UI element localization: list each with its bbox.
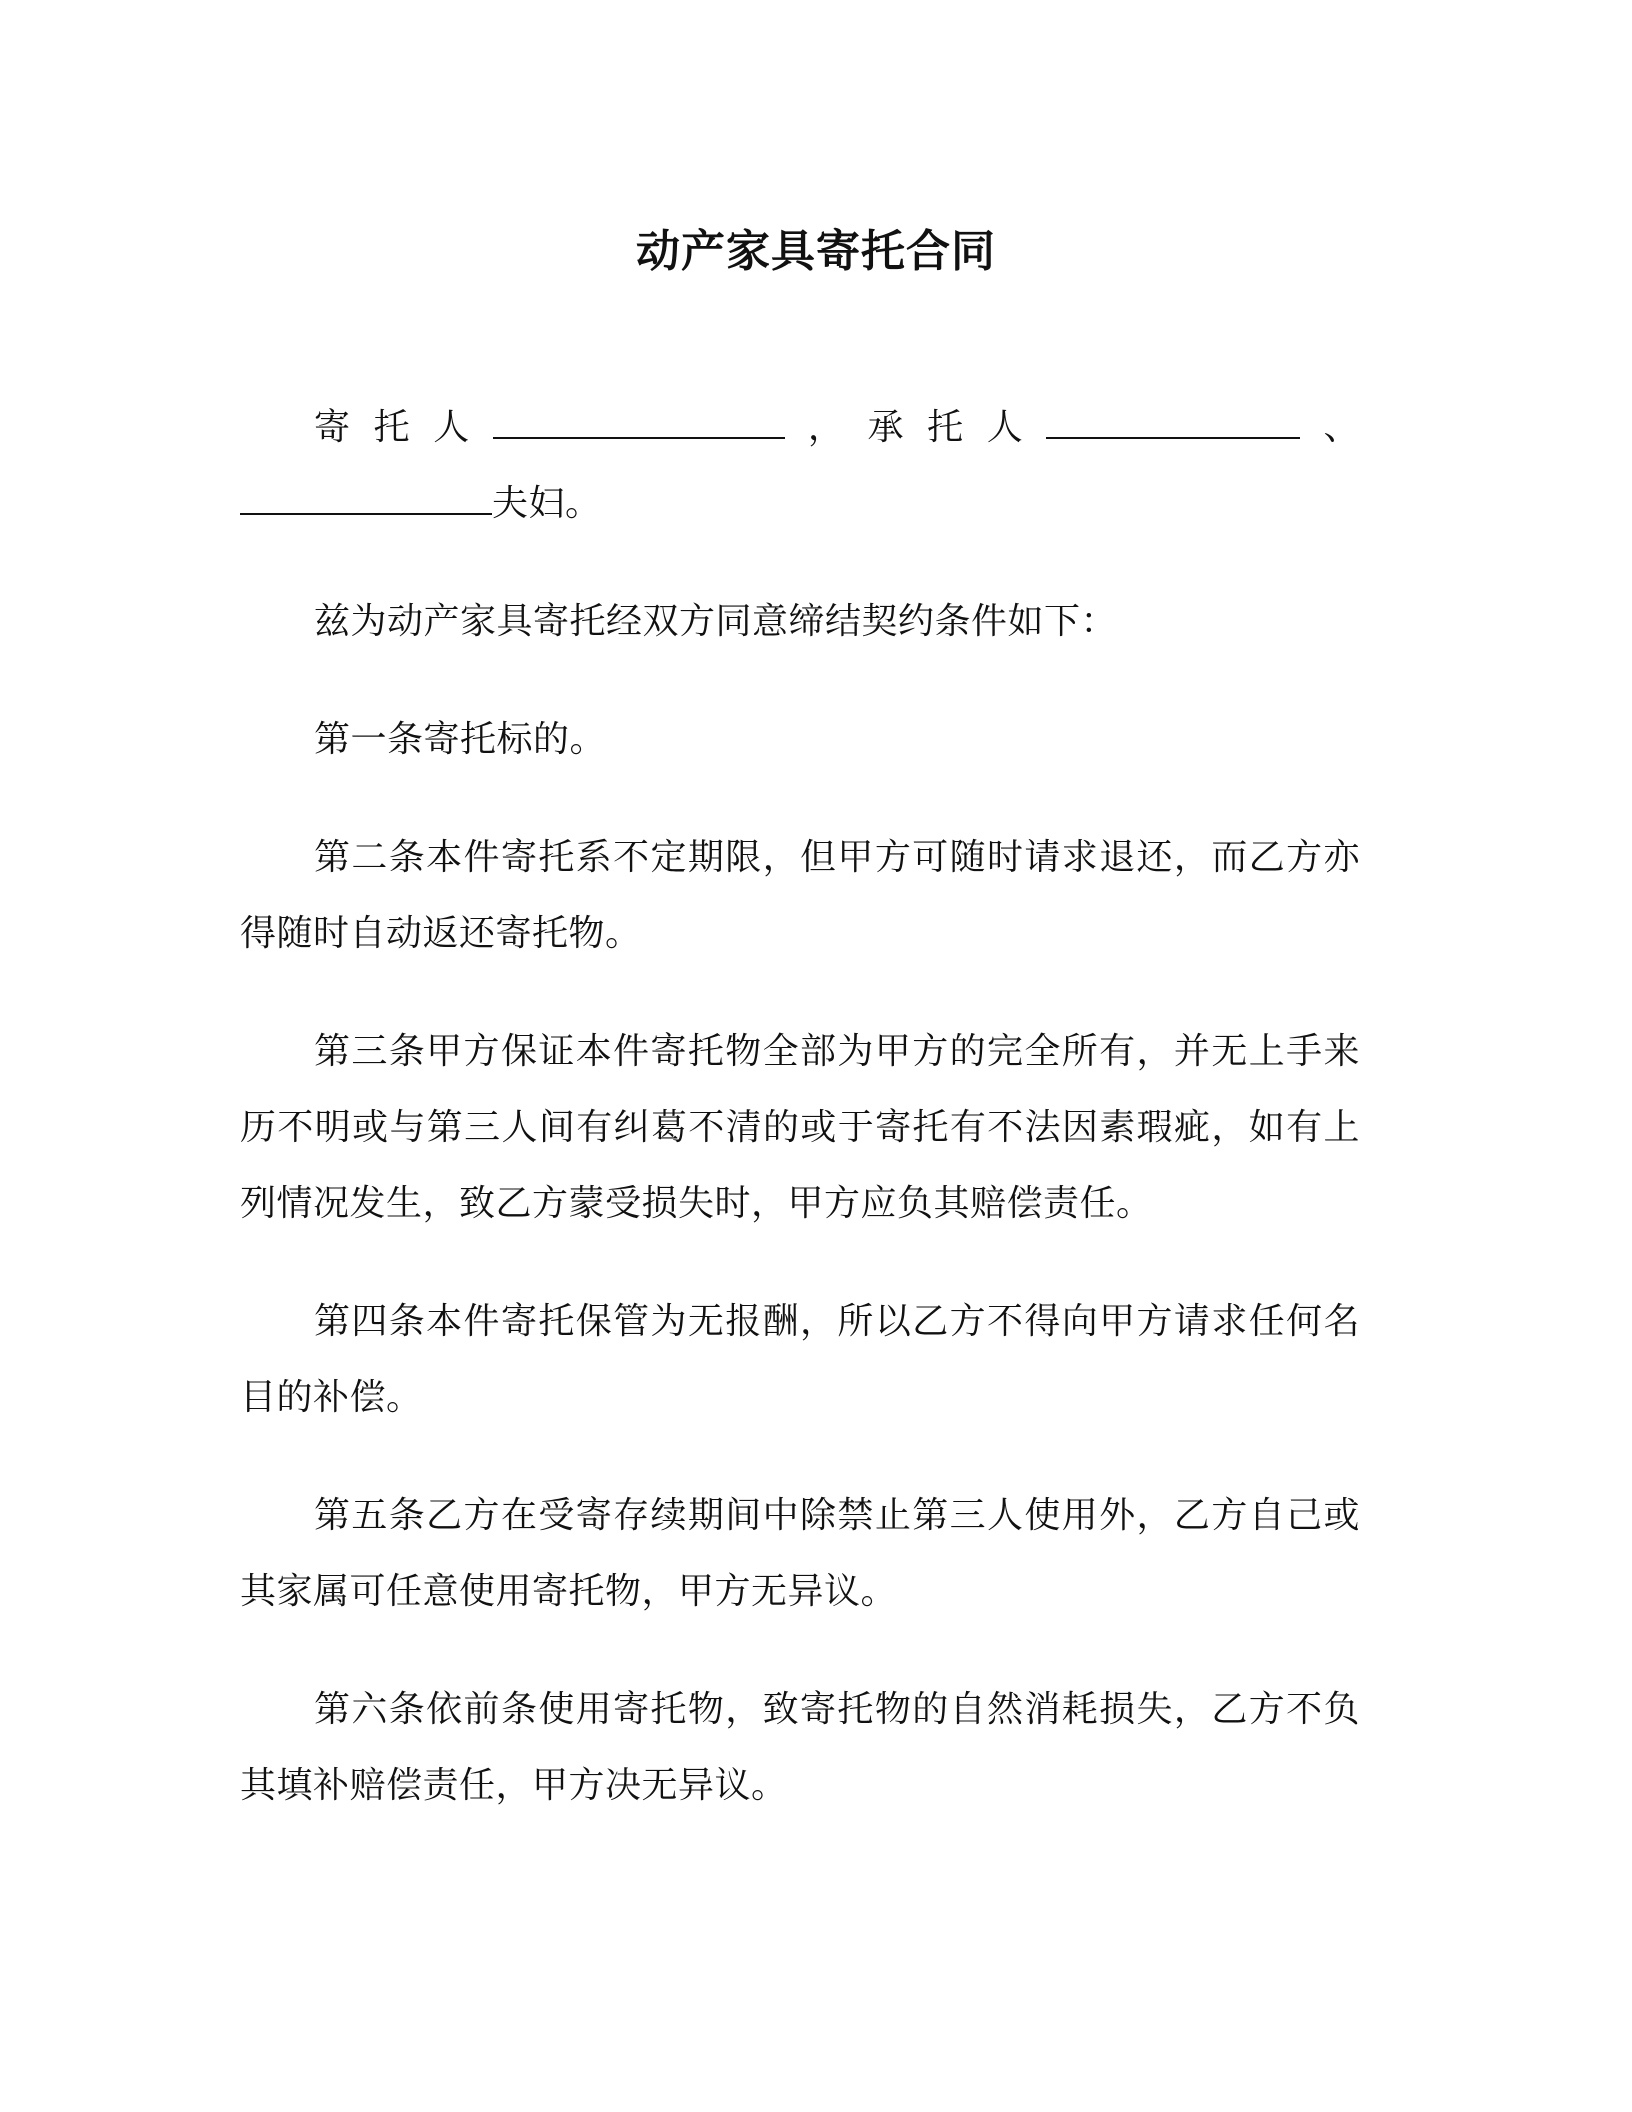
article-6: 第六条依前条使用寄托物，致寄托物的自然消耗损失，乙方不负其填补赔偿责任，甲方决无异议。 [240,1689,1360,1806]
separator-comma: ， [784,407,868,448]
trustee-label: 承托人 [867,407,1047,448]
consignor-label: 寄托人 [314,407,493,448]
parties-paragraph [240,390,1360,542]
article-2: 第二条本件寄托系不定期限，但甲方可随时请求退还，而乙方亦得随时自动返还寄托物。 [240,837,1360,954]
document-body [240,390,1360,1866]
spouse-suffix: 夫妇。 [492,483,602,524]
trustee-blank-1 [1046,403,1300,439]
article-1: 第一条寄托标的。 [314,719,607,760]
article-4: 第四条本件寄托保管为无报酬，所以乙方不得向甲方请求任何名目的补偿。 [240,1301,1360,1418]
separator-dun: 、 [1300,407,1360,448]
consignor-blank [493,403,785,439]
article-5: 第五条乙方在受寄存续期间中除禁止第三人使用外，乙方自己或其家属可任意使用寄托物，甲方无异议。 [240,1495,1360,1612]
article-3: 第三条甲方保证本件寄托物全部为甲方的完全所有，并无上手来历不明或与第三人间有纠葛不清的或于寄托有不法因素瑕疵，如有上列情况发生，致乙方蒙受损失时，甲方应负其赔偿责任。 [240,1031,1360,1224]
document-title: 动产家具寄托合同 [636,226,996,277]
preamble-paragraph: 兹为动产家具寄托经双方同意缔结契约条件如下： [314,601,1118,642]
trustee-blank-2 [240,479,492,515]
